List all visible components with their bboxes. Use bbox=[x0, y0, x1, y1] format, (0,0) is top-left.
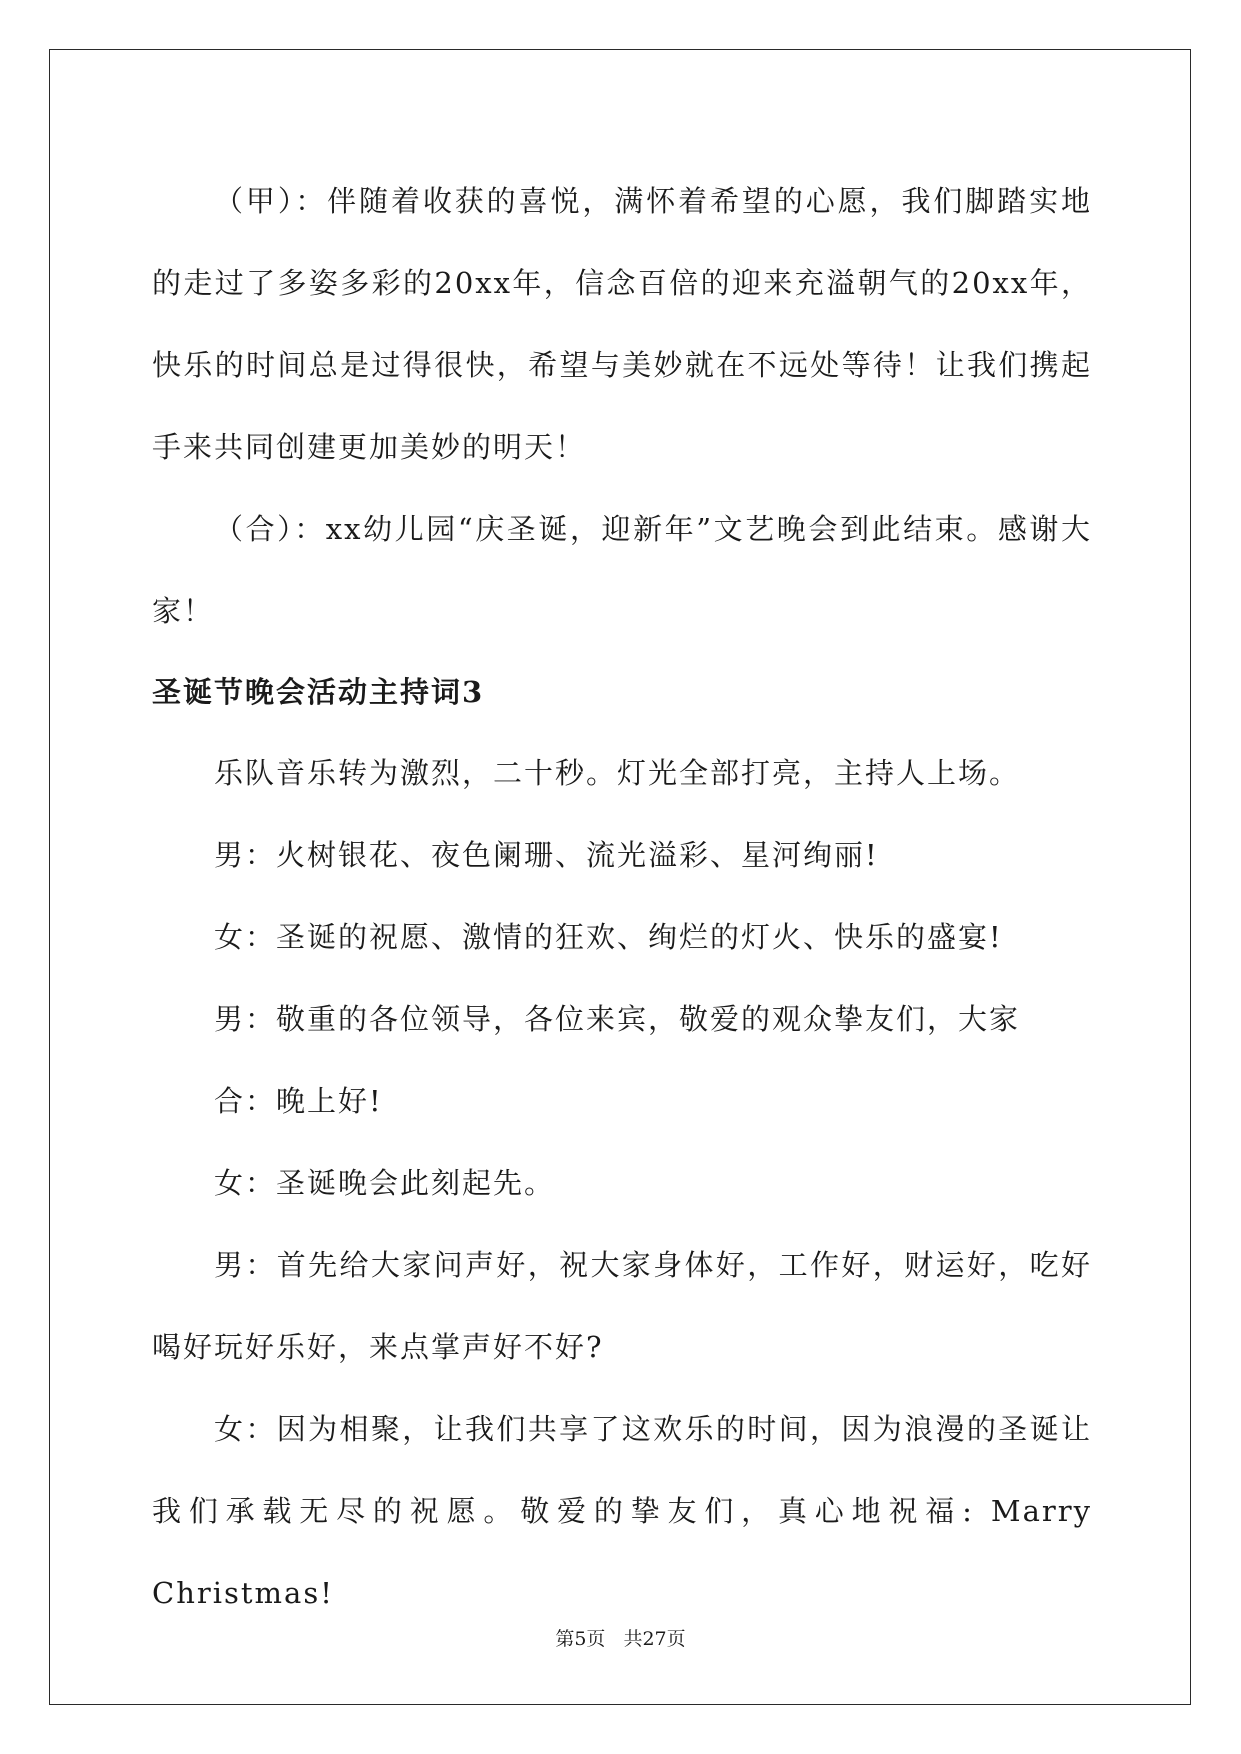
page-total: 共27页 bbox=[623, 1628, 686, 1650]
page-number: 第5页 bbox=[555, 1628, 606, 1650]
paragraph-female-1: 女：圣诞的祝愿、激情的狂欢、绚烂的灯火、快乐的盛宴! bbox=[214, 920, 1003, 954]
paragraph-female-2: 女：圣诞晚会此刻起先。 bbox=[214, 1166, 556, 1200]
paragraph-male-3: 男：首先给大家问声好，祝大家身体好，工作好，财运好，吃好喝好玩好乐好，来点掌声好不好? bbox=[152, 1248, 1092, 1364]
paragraph-male-1: 男：火树银花、夜色阑珊、流光溢彩、星河绚丽! bbox=[214, 838, 879, 872]
paragraph-jia: （甲）：伴随着收获的喜悦，满怀着希望的心愿，我们脚踏实地的走过了多姿多彩的20xx年，信念百倍的迎来充溢朝气的20xx年，快乐的时间总是过得很快，希望与美妙就在不远处等待！让我们携起手来共同创建更加美妙的明天！ bbox=[152, 184, 1092, 464]
paragraph-he-closing: （合）：xx幼儿园“庆圣诞，迎新年”文艺晚会到此结束。感谢大家！ bbox=[152, 512, 1092, 628]
document-body bbox=[152, 160, 1092, 1634]
paragraph-stage-direction: 乐队音乐转为激烈，二十秒。灯光全部打亮，主持人上场。 bbox=[214, 756, 1021, 790]
paragraph-male-2: 男：敬重的各位领导，各位来宾，敬爱的观众挚友们，大家 bbox=[214, 1002, 1021, 1036]
section-heading: 圣诞节晚会活动主持词3 bbox=[152, 675, 485, 709]
paragraph-female-3: 女：因为相聚，让我们共享了这欢乐的时间，因为浪漫的圣诞让我们承载无尽的祝愿。敬爱的挚友们，真心地祝福: Marry Christmas! bbox=[152, 1412, 1092, 1610]
paragraph-together: 合：晚上好! bbox=[214, 1084, 383, 1118]
page-footer bbox=[0, 1624, 1241, 1651]
